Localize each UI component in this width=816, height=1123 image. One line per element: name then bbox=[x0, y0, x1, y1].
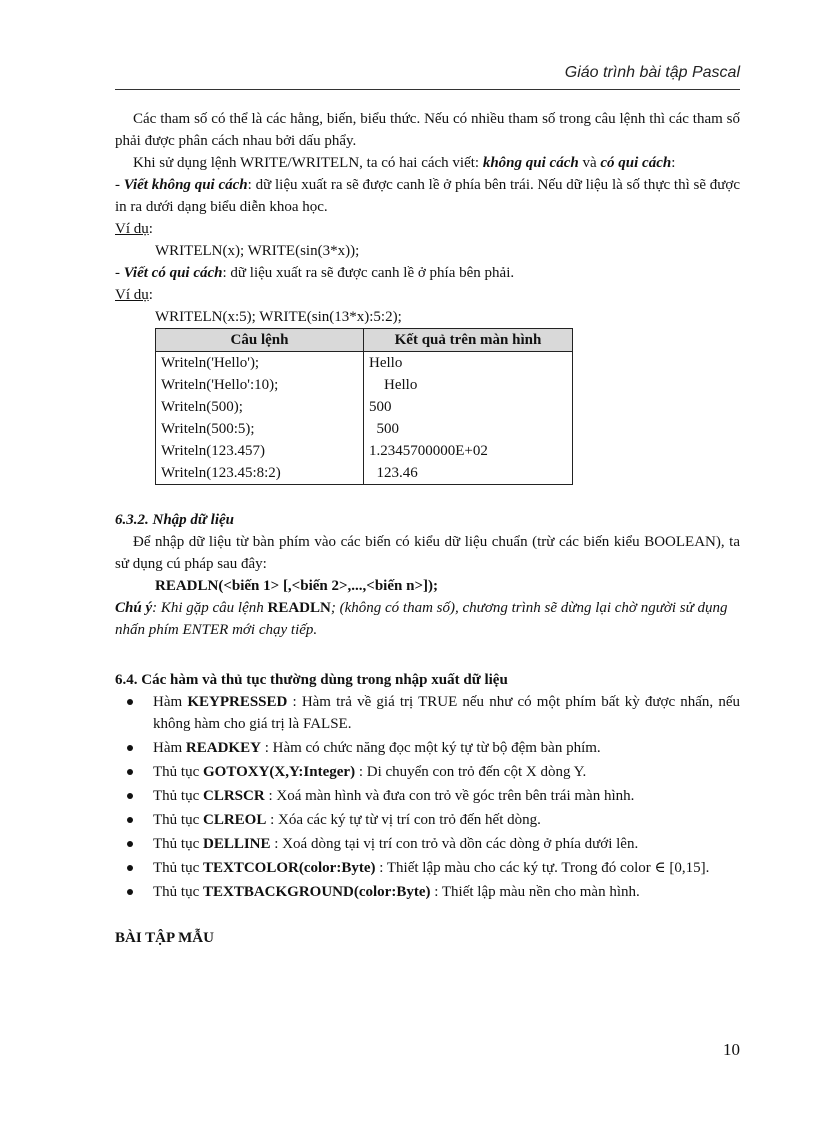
text: ; (không có tham số), chương trình sẽ dừng lại chờ người sử dụng nhấn phím ENTER mới chạy tiếp. bbox=[115, 600, 728, 638]
text: Hàm bbox=[153, 740, 186, 756]
paragraph-parameters: Các tham số có thể là các hằng, biến, biểu thức. Nếu có nhiều tham số trong câu lệnh thì các tham số phải được phân cách nhau bởi dấu phẩy. bbox=[115, 111, 740, 149]
cell-result: 500 bbox=[364, 418, 573, 440]
example-label bbox=[115, 218, 740, 240]
running-header-title: Giáo trình bài tập Pascal bbox=[564, 64, 740, 81]
page-number: 10 bbox=[723, 1040, 740, 1059]
table-header-row bbox=[156, 329, 573, 352]
output-table bbox=[155, 328, 573, 485]
text: : Thiết lập màu nền cho màn hình. bbox=[430, 884, 640, 900]
cell-result: 1.2345700000E+02 bbox=[364, 440, 573, 462]
cell-result: Hello bbox=[364, 374, 573, 396]
functions-list bbox=[115, 691, 740, 903]
text: Thủ tục bbox=[153, 884, 203, 900]
term-formatted: có qui cách bbox=[600, 155, 672, 171]
exercise-heading: BÀI TẬP MẪU bbox=[115, 930, 214, 946]
example-label-2 bbox=[115, 284, 740, 306]
table-row bbox=[156, 352, 573, 375]
keyword: KEYPRESSED bbox=[187, 694, 288, 710]
list-item bbox=[153, 691, 740, 735]
text: và bbox=[578, 155, 601, 171]
example-word: Ví dụ bbox=[115, 221, 149, 237]
section-heading-6-4: 6.4. Các hàm và thủ tục thường dùng trong nhập xuất dữ liệu bbox=[115, 672, 508, 688]
table-row bbox=[156, 418, 573, 440]
keyword-readln: READLN bbox=[267, 600, 331, 616]
cell-result: 123.46 bbox=[364, 462, 573, 485]
list-item bbox=[153, 881, 740, 903]
term-unformatted: không qui cách bbox=[482, 155, 579, 171]
dash: - bbox=[115, 177, 124, 193]
text: Khi sử dụng lệnh WRITE/WRITELN, ta có hai cách viết: bbox=[133, 155, 483, 171]
section-heading-6-3-2: 6.3.2. Nhập dữ liệu bbox=[115, 512, 234, 528]
table-row bbox=[156, 440, 573, 462]
header-rule bbox=[115, 89, 740, 90]
column-header-statement: Câu lệnh bbox=[156, 329, 364, 352]
keyword: CLREOL bbox=[203, 812, 267, 828]
cell-result: Hello bbox=[364, 352, 573, 375]
column-header-result: Kết quả trên màn hình bbox=[364, 329, 573, 352]
paragraph-input: Để nhập dữ liệu từ bàn phím vào các biến có kiểu dữ liệu chuẩn (trừ các biến kiểu BOOLEAN), ta sử dụng cú pháp sau đây: bbox=[115, 534, 740, 572]
cell-statement: Writeln(123.457) bbox=[156, 440, 364, 462]
text: : bbox=[671, 155, 676, 171]
cell-statement: Writeln(123.45:8:2) bbox=[156, 462, 364, 485]
cell-statement: Writeln('Hello':10); bbox=[156, 374, 364, 396]
text: : dữ liệu xuất ra sẽ được canh lề ở phía bên phải. bbox=[222, 265, 515, 281]
readln-syntax: READLN(<biến 1> [,<biến 2>,...,<biến n>]); bbox=[155, 578, 438, 594]
term-unformatted-heading: Viết không qui cách bbox=[123, 177, 248, 193]
keyword: CLRSCR bbox=[203, 788, 265, 804]
table-row bbox=[156, 396, 573, 418]
text: Thủ tục bbox=[153, 764, 203, 780]
keyword: GOTOXY(X,Y:Integer) bbox=[203, 764, 356, 780]
term-formatted-heading: Viết có qui cách bbox=[123, 265, 223, 281]
text: : Di chuyển con trỏ đến cột X dòng Y. bbox=[355, 764, 587, 780]
cell-statement: Writeln(500); bbox=[156, 396, 364, 418]
paragraph-formatted bbox=[115, 262, 740, 284]
list-item bbox=[153, 785, 740, 807]
text: : Hàm trả về giá trị TRUE nếu như có một phím bất kỳ được nhấn, nếu không hàm cho giá trị là FALSE. bbox=[153, 694, 740, 732]
keyword: TEXTBACKGROUND(color:Byte) bbox=[203, 884, 431, 900]
list-item bbox=[153, 857, 740, 879]
text: : Thiết lập màu cho các ký tự. Trong đó color ∈ [0,15]. bbox=[375, 860, 710, 876]
cell-statement: Writeln('Hello'); bbox=[156, 352, 364, 375]
text: Thủ tục bbox=[153, 860, 203, 876]
keyword: READKEY bbox=[185, 740, 261, 756]
text: : dữ liệu xuất ra sẽ được canh lề ở phía bên trái. Nếu dữ liệu là số thực thì sẽ được in ra dưới dạng biểu diễn khoa học. bbox=[115, 177, 740, 215]
code-example-1: WRITELN(x); WRITE(sin(3*x)); bbox=[155, 243, 360, 259]
text: : Khi gặp câu lệnh bbox=[152, 600, 268, 616]
text: : Xoá dòng tại vị trí con trỏ và dồn các dòng ở phía dưới lên. bbox=[270, 836, 639, 852]
cell-statement: Writeln(500:5); bbox=[156, 418, 364, 440]
text: Hàm bbox=[153, 694, 188, 710]
table-row bbox=[156, 462, 573, 485]
code-example-2: WRITELN(x:5); WRITE(sin(13*x):5:2); bbox=[155, 309, 402, 325]
paragraph-unformatted bbox=[115, 174, 740, 218]
table-row bbox=[156, 374, 573, 396]
list-item bbox=[153, 833, 740, 855]
text: Thủ tục bbox=[153, 836, 203, 852]
dash: - bbox=[115, 265, 124, 281]
text: : Xóa các ký tự từ vị trí con trỏ đến hết dòng. bbox=[266, 812, 541, 828]
list-item bbox=[153, 761, 740, 783]
note-paragraph bbox=[115, 597, 740, 641]
paragraph-write-forms bbox=[115, 152, 740, 174]
cell-result: 500 bbox=[364, 396, 573, 418]
text: Thủ tục bbox=[153, 812, 203, 828]
colon: : bbox=[148, 287, 153, 303]
keyword: DELLINE bbox=[203, 836, 271, 852]
example-word: Ví dụ bbox=[115, 287, 149, 303]
colon: : bbox=[148, 221, 153, 237]
page-content bbox=[115, 108, 740, 949]
text: Thủ tục bbox=[153, 788, 203, 804]
list-item bbox=[153, 737, 740, 759]
text: : Xoá màn hình và đưa con trỏ về góc trên bên trái màn hình. bbox=[264, 788, 635, 804]
list-item bbox=[153, 809, 740, 831]
note-label: Chú ý bbox=[115, 600, 153, 616]
keyword: TEXTCOLOR(color:Byte) bbox=[203, 860, 376, 876]
text: : Hàm có chức năng đọc một ký tự từ bộ đệm bàn phím. bbox=[260, 740, 601, 756]
